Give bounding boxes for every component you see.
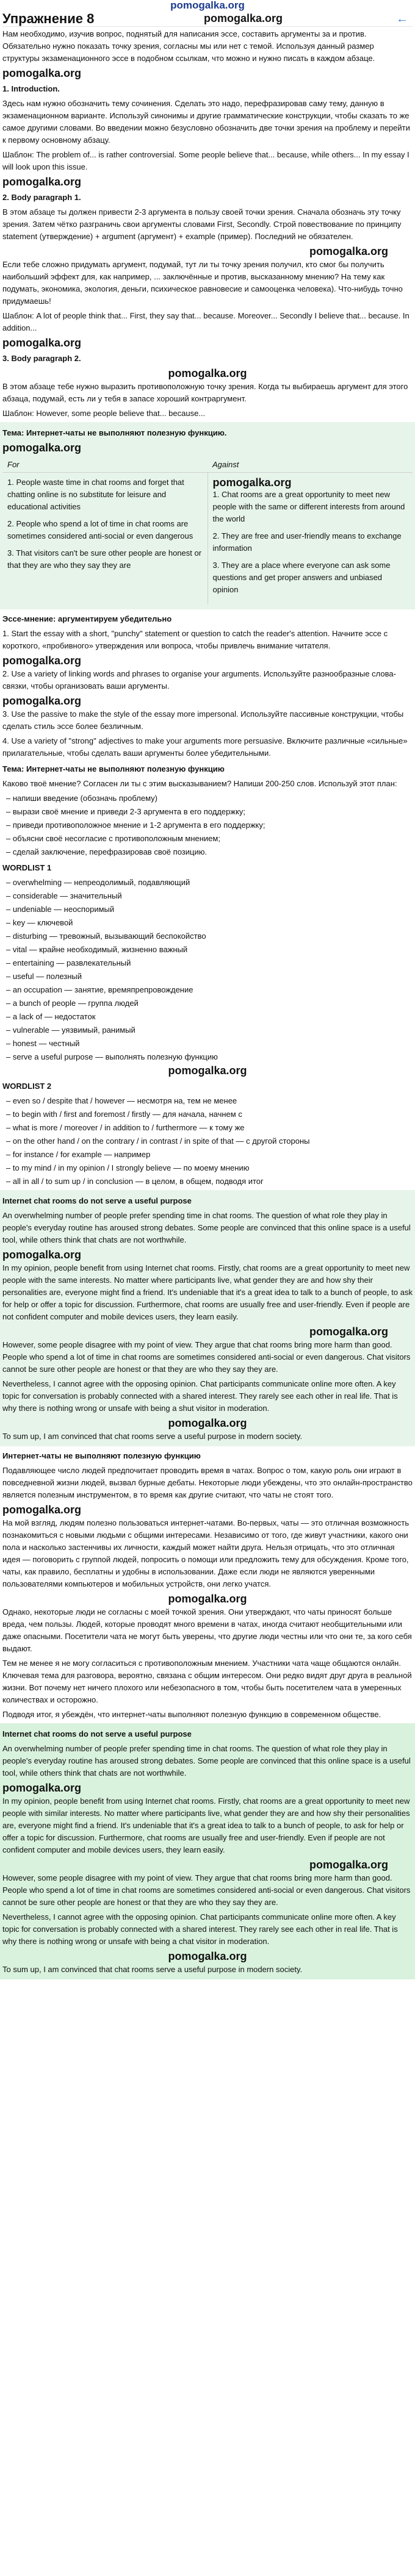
intro-text: Нам необходимо, изучив вопрос, поднятый для написания эссе, составить аргументы за и против. Обязательно нужно показать точку зрения, согласны мы или нет с темой. Используя данный размер структуры экзаменационного эссе в подобном ссылкам, что можно и нужно писать в каждом абзаце.: [2, 29, 375, 63]
body2-template: Шаблон: However, some people believe that... because...: [2, 409, 206, 418]
intro-template: Шаблон: The problem of... is rather controversial. Some people believe that... because, while others... In my essay I will look upon this issue.: [2, 150, 410, 171]
word-item: – on the other hand / on the contrary / in contrast / in spite of that — с другой стороны: [6, 1135, 413, 1147]
essay-en2-title: Internet chat rooms do not serve a useful purpose: [2, 1729, 192, 1738]
watermark: pomogalka.org: [2, 655, 82, 667]
body1-heading: 2. Body paragraph 1.: [2, 193, 81, 202]
essay-en2-section: [0, 1723, 415, 1979]
word-item: – useful — полезный: [6, 970, 413, 983]
intro-section: [2, 28, 413, 173]
tips-section: [2, 613, 413, 858]
word-item: – overwhelming — непреодолимый, подавляющий: [6, 877, 413, 889]
essay-ru-p5: Подводя итог, я убеждён, что интернет-чаты выполняют полезную функцию в современном обществе.: [2, 1710, 381, 1719]
watermark: pomogalka.org: [309, 1326, 388, 1338]
plan-list: [2, 792, 413, 858]
word-item: – for instance / for example — например: [6, 1149, 413, 1161]
watermark: pomogalka.org: [168, 1417, 247, 1429]
against-item: 3. They are a place where everyone can ask some questions and get proper answers and unbiased opinion: [212, 561, 391, 594]
for-item: 1. People waste time in chat rooms and forget that chatting online is no substitute for leisure and educational activities: [7, 478, 184, 511]
essay-en-p1: An overwhelming number of people prefer spending time in chat rooms. The question of what role they play in people's everyday routine has aroused strong debates. Some people are convinced that this online space is a useful tool, while others think that chats are not worthwhile.: [2, 1211, 411, 1244]
for-item: 3. That visitors can't be sure other people are honest or that they are who they say they are: [7, 548, 202, 570]
intro-description: Здесь нам нужно обозначить тему сочинения. Сделать это надо, перефразировав саму тему, данную в экзаменационном варианте. Используй синонимы и другие грамматические конструкции, чтобы сказать то же самое другими словами. Во введении можно безусловно обозначить две точки зрения на проблему и перейти к первому основному абзацу.: [2, 99, 410, 145]
essay-en-p2: In my opinion, people benefit from using Internet chat rooms. Firstly, chat rooms are a great opportunity to meet new people with the same interests. No matter where participants live, what gender they are and how shy their personalities are, everyone might find a friend. It's undeniable that it's a great idea to talk to a bunch of people, to ask for help or offer a topic for discussion. Furthermore, chat rooms are usually free and user-friendly. Even if people are not confident computer and mobile devices users, they learn easily.: [2, 1263, 413, 1321]
wordlist1-list: [2, 877, 413, 1063]
watermark: pomogalka.org: [168, 1064, 247, 1077]
against-cell: [208, 473, 413, 605]
col-against: Against: [208, 457, 413, 473]
wordlist1-heading: WORDLIST 1: [2, 863, 52, 872]
word-item: – undeniable — неоспоримый: [6, 903, 413, 916]
wordlist1-section: [2, 862, 413, 1063]
watermark: pomogalka.org: [2, 442, 82, 454]
watermark: pomogalka.org: [2, 1782, 82, 1794]
watermark: pomogalka.org: [168, 367, 247, 379]
essay-ru-title: Интернет-чаты не выполняют полезную функцию: [2, 1451, 201, 1460]
body1-template: Шаблон: A lot of people think that... First, they say that... because. Moreover... Secondly I believe that... because. In addition...: [2, 311, 410, 332]
essay-en2-p3: However, some people disagree with my point of view. They argue that chat rooms bring more harm than good. People who spend a lot of time in chat rooms are sometimes considered anti-social or even dangerous. Chat visitors cannot be sure other people are honest or that they are who they say they are.: [2, 1873, 411, 1907]
page-title: Упражнение 8: [2, 11, 95, 26]
word-item: – even so / despite that / however — несмотря на, тем не менее: [6, 1095, 413, 1107]
body1-text: В этом абзаце ты должен привести 2-3 аргумента в пользу своей точки зрения. Сначала обозначь эту точку зрения. Затем чётко разграничь свои аргументы словами First, Secondly. Строй повествование по принципу statement (утверждение) + argument (аргумент) + example (пример). Последний не обязателен.: [2, 207, 402, 241]
plan-item: – напиши введение (обозначь проблему): [6, 792, 413, 805]
watermark: pomogalka.org: [2, 1249, 82, 1261]
body2-heading: 3. Body paragraph 2.: [2, 354, 81, 363]
topic: Тема: Интернет-чаты не выполняют полезную функцию: [2, 764, 225, 773]
against-item: 2. They are free and user-friendly means to exchange information: [212, 531, 402, 553]
body1-tip: Если тебе сложно придумать аргумент, подумай, тут ли ты точку зрения получил, кто смог бы получить наибольший эффект для, как например, ... заключённые и против, высказанному мнению? На тему как подумать, экономика, экология, деньги, психическое равновесие и самооценка человека). Что-нибудь точно придумаешь!: [2, 260, 403, 306]
word-item: – entertaining — развлекательный: [6, 957, 413, 969]
tips-heading: Эссе-мнение: аргументируем убедительно: [2, 614, 172, 623]
word-item: – key — ключевой: [6, 917, 413, 929]
watermark: pomogalka.org: [309, 1859, 388, 1871]
essay-en2-p1: An overwhelming number of people prefer spending time in chat rooms. The question of what role they play in people's everyday routine has aroused strong debates. Some people are convinced that this online space is a useful tool, while others think that chats are not worthwhile.: [2, 1744, 411, 1778]
for-cell: [2, 473, 208, 605]
plan-item: – объясни своё несогласие с противоположным мнением;: [6, 833, 413, 845]
tip-4: 4. Use a variety of "strong" adjectives to make your arguments more persuasive. Включите различные «сильные» прилагательные, чтобы сделать ваши аргументы более убедительными.: [2, 736, 408, 758]
body1-section: [2, 192, 413, 334]
essay-ru-p3: Однако, некоторые люди не согласны с моей точкой зрения. Они утверждают, что чаты приносят больше вреда, чем пользы. Людей, которые проводят много времени в чатах, иногда считают необщительными или даже опасными. Посетители чата не могут быть уверены, что другие люди честны или что они те, за кого себя выдают.: [2, 1607, 412, 1653]
essay-en2-p4: Nevertheless, I cannot agree with the opposing opinion. Chat participants communicate online more often. A key topic for conversation is probably connected with a shared interest. They rarely see each other in real life. That is why there is nothing wrong or unsafe with being a chat visitor in moderation.: [2, 1912, 398, 1946]
intro-heading: 1. Introduction.: [2, 84, 60, 93]
body2-section: [2, 353, 413, 420]
task: Каково твоё мнение? Согласен ли ты с этим высказыванием? Напиши 200-250 слов. Используй этот план:: [2, 779, 397, 788]
top-watermark: pomogalka.org: [170, 0, 245, 11]
word-item: – vulnerable — уязвимый, ранимый: [6, 1024, 413, 1036]
page-header: [2, 11, 413, 27]
word-item: – disturbing — тревожный, вызывающий беспокойство: [6, 930, 413, 942]
watermark: pomogalka.org: [2, 695, 82, 707]
essay-ru-section: [2, 1450, 413, 1721]
against-item: 1. Chat rooms are a great opportunity to meet new people with the same or different interests from around the world: [212, 490, 405, 523]
essay-en-p4: Nevertheless, I cannot agree with the opposing opinion. Chat participants communicate online more often. A key topic for conversation is probably connected with a shared interest. They rarely see each other in real life. That is why there is nothing wrong or unsafe with being a shut visitor in moderation.: [2, 1379, 398, 1413]
word-item: – vital — крайне необходимый, жизненно важный: [6, 944, 413, 956]
word-item: – a bunch of people — группа людей: [6, 997, 413, 1010]
word-item: – a lack of — недостаток: [6, 1011, 413, 1023]
word-item: – to begin with / first and foremost / firstly — для начала, начнем с: [6, 1108, 413, 1121]
watermark: pomogalka.org: [168, 1950, 247, 1962]
essay-en-p5: To sum up, I am convinced that chat rooms serve a useful purpose in modern society.: [2, 1432, 303, 1441]
wordlist2-section: [2, 1080, 413, 1188]
plan-item: – вырази своё мнение и приведи 2-3 аргумента в его поддержку;: [6, 806, 413, 818]
header-watermark: pomogalka.org: [204, 12, 283, 24]
watermark: pomogalka.org: [309, 245, 388, 257]
watermark: pomogalka.org: [2, 176, 82, 188]
word-item: – considerable — значительный: [6, 890, 413, 902]
wordlist2-list: [2, 1095, 413, 1188]
watermark: pomogalka.org: [2, 337, 82, 349]
essay-en2-p5: To sum up, I am convinced that chat rooms serve a useful purpose in modern society.: [2, 1965, 303, 1974]
word-item: – to my mind / in my opinion / I strongly believe — по моему мнению: [6, 1162, 413, 1174]
watermark: pomogalka.org: [212, 476, 292, 489]
essay-en2-p2: In my opinion, people benefit from using Internet chat rooms. Firstly, chat rooms are a great opportunity to meet new people with similar interests. No matter where participants live, what gender they are and how shy their personalities are, everyone might find a friend. It's undeniable that it's a great idea to talk to a bunch of people, to ask for help or offer a topic for discussion. Furthermore, chat rooms are usually free and user-friendly. Even if people are not confident computer and mobile devices users, they learn easily.: [2, 1796, 410, 1854]
watermark: pomogalka.org: [2, 67, 82, 79]
tip-2: 2. Use a variety of linking words and phrases to organise your arguments. Используйте разнообразные слова-связки, чтобы организовать ваши аргументы.: [2, 669, 396, 691]
essay-ru-p4: Тем не менее я не могу согласиться с противоположным мнением. Участники чата чаще общаются онлайн. Ключевая тема для разговора, вероятно, связана с общим интересом. Они редко видят друг друга в реальной жизни. Вот почему нет ничего плохого или небезопасного в том, чтобы быть посетителем чата в умеренных количествах и осторожно.: [2, 1659, 412, 1704]
plan-item: – сделай заключение, перефразировав своё позицию.: [6, 846, 413, 858]
watermark: pomogalka.org: [2, 1504, 82, 1516]
table-title: Тема: Интернет-чаты не выполняют полезную функцию.: [2, 428, 227, 437]
arguments-table-section: [0, 422, 415, 609]
body2-text: В этом абзаце тебе нужно выразить противоположную точку зрения. Когда ты выбираешь аргумент для этого абзаца, подумай, есть ли у тебя в запасе хороший контраргумент.: [2, 382, 408, 403]
word-item: – what is more / moreover / in addition to / furthermore — к тому же: [6, 1122, 413, 1134]
for-item: 2. People who spend a lot of time in chat rooms are sometimes considered anti-social or even dangerous: [7, 519, 193, 540]
essay-en-p3: However, some people disagree with my point of view. They argue that chat rooms bring more harm than good. People who spend a lot of time in chat rooms are sometimes considered anti-social or even dangerous. Chat visitors cannot be sure other people are honest or that they are who they say they are.: [2, 1340, 411, 1374]
col-for: For: [2, 457, 208, 473]
word-item: – an occupation — занятие, времяпрепровождение: [6, 984, 413, 996]
word-item: – serve a useful purpose — выполнять полезную функцию: [6, 1051, 413, 1063]
essay-en-title: Internet chat rooms do not serve a useful purpose: [2, 1196, 192, 1205]
watermark: pomogalka.org: [168, 1593, 247, 1605]
essay-ru-p1: Подавляющее число людей предпочитает проводить время в чатах. Вопрос о том, какую роль они играют в повседневной жизни людей, вызвал бурные дебаты. Некоторые люди убеждены, что это онлайн-пространство является полезным инструментом, в то время как другие считают, что чаты не стоят того.: [2, 1466, 413, 1499]
arguments-table: [2, 457, 413, 605]
word-item: – honest — честный: [6, 1038, 413, 1050]
tip-1: 1. Start the essay with a short, "punchy" statement or question to catch the reader's attention. Начните эссе с короткого, «пробивного» утверждения или вопроса, чтобы привлечь внимание читателя.: [2, 629, 388, 650]
tip-3: 3. Use the passive to make the style of the essay more impersonal. Используйте пассивные конструкции, чтобы сделать стиль эссе более безличным.: [2, 709, 404, 731]
essay-en-section: [0, 1190, 415, 1446]
wordlist2-heading: WORDLIST 2: [2, 1082, 52, 1091]
back-arrow-icon[interactable]: ←: [396, 12, 408, 26]
essay-ru-p2: На мой взгляд, людям полезно пользоваться интернет-чатами. Во-первых, чаты — это отличная возможность познакомиться с новыми людьми с общими интересами. Независимо от того, где живут участники, какого они пола и насколько застенчивы их личности, каждый может найти друга. Нельзя отрицать, что это отличная идея — поговорить с группой людей, попросить о помощи или предложить тему для обсуждения. Кроме того, чаты, как правило, бесплатны и удобны в использовании. Даже если люди не являются уверенными пользователями компьютеров и мобильных устройств, они легко учатся.: [2, 1518, 410, 1588]
plan-item: – приведи противоположное мнение и 1-2 аргумента в его поддержку;: [6, 819, 413, 831]
word-item: – all in all / to sum up / in conclusion — в целом, в общем, подводя итог: [6, 1175, 413, 1188]
